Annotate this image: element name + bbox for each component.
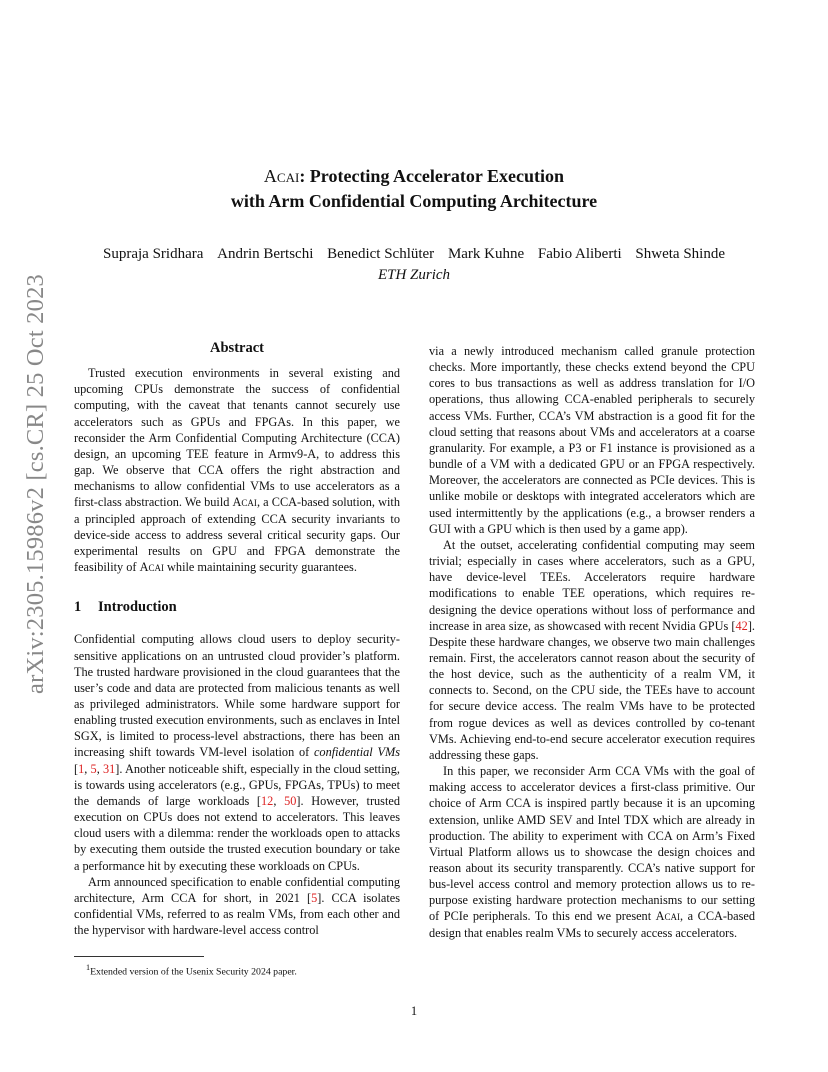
affiliation: ETH Zurich [377, 267, 451, 283]
author-names [0, 244, 828, 265]
citation-link[interactable]: 31 [102, 761, 116, 776]
citation-link[interactable]: 1 [78, 761, 85, 776]
page-number: 1 [410, 1004, 418, 1018]
intro-paragraph-4: In this paper, we reconsider Arm CCA VMs with the goal of making access to accelerator devices a first-class primitive. Our choice of Arm CCA is inspired partly because it is an upcoming extension, unlike AMD SEV and Intel TDX which are already in production. The ability to experiment with CCA on Arm’s Fixed Virtual Platform allows us to showcase the design choices and reason about its security transparently. CCA’s native support for bus-level access control and memory protection allows us to re-purpose existing hardware protection mechanisms to our setting of PCIe peripherals. To this end we present Acai, a CCA-based design that enables realm VMs to securely access accelerators. [429, 764, 755, 940]
intro-paragraph-1: Confidential computing allows cloud users to deploy security-sensitive applications on an untrusted cloud provider’s platform. The trusted hardware provisioned in the cloud guarantees that the user’s code and data are protected from malicious tenants as well as privileged administrators. While some hardware support for enabling trusted execution environments, such as enclaves in Intel SGX, is limited to process-level abstractions, there has been an increasing shift towards VM-level isolation of confidential VMs [1, 5, 31]. Another noticeable shift, especially in the cloud setting, is towards using accelerators (e.g., GPUs, FPGAs, TPUs) to meet the demands of large workloads [12, 50]. However, trusted execution on CPUs does not extend to accelerators. This leaves cloud users with a dilemma: render the workloads open to attacks by executing them outside the trusted execution boundary or take a performance hit by executing these workloads on CPUs. [74, 632, 401, 873]
footnote-text: $^1$Extended version of the Usenix Security 2024 paper. [86, 963, 297, 978]
title-line-1 [0, 164, 828, 189]
intro-paragraph-2: Arm announced specification to enable confidential computing architecture, Arm CCA for short, in 2021 [5]. CCA isolates confidential VMs, referred to as realm VMs, from each other and the hypervisor with hardware-level access control [74, 874, 400, 938]
left-column [74, 340, 400, 938]
intro-paragraph-3: At the outset, accelerating confidential computing may seem trivial; especially in cases where accelerators, such as a GPU, have device-level TEEs. Accelerators require hardware modifications to enable TEE operations, which requires re-designing the device operations without loss of performance and increase in area size, as showcased with recent Nvidia GPUs [42]. Despite these hardware changes, we observe two main challenges remain. First, the accelerators cannot reason about the security of the host device, such as the authenticity of a realm VM, it connects to. Second, on the CPU side, the TEEs have to account for secure device access. The realm VMs have to be protected from rogue devices as well as devices controlled by co-tenant VMs. Achieving end-to-end secure accelerator execution requires addressing these gaps. [429, 537, 755, 762]
abstract-heading: Abstract [210, 340, 264, 356]
title-line-2: with Arm Confidential Computing Architecture [230, 191, 598, 211]
right-column [429, 343, 755, 941]
citation-link[interactable]: 5 [90, 761, 97, 776]
intro-paragraph-2-continued: via a newly introduced mechanism called granule protection checks. More importantly, these checks extend beyond the CPU cores to bus transactions as well as address translation for I/O operations, thus allowing CCA-enabled peripherals to securely access VMs. Further, CCA’s VM abstraction is a good fit for the cloud setting that reasons about VMs and accelerators at a coarse granularity. For example, a P3 or F1 instance is provisioned as a bundle of a VM with a dedicated GPU or an FPGA respectively. Moreover, the accelerators are connected as PCIe devices. This is unlike mobile or desktops with integrated accelerators which are used intermittently by the applications (e.g., a browser renders a GUI with a GPU which is then used by a game app). [429, 344, 755, 536]
author-name: Andrin Bertschi [217, 246, 314, 262]
title-line-1-text: : Protecting Accelerator Execution [299, 166, 565, 186]
section-heading-introduction: 1 Introduction [74, 599, 177, 616]
paper-title [0, 164, 828, 214]
author-name: Supraja Sridhara [103, 246, 204, 262]
citation-link[interactable]: 50 [284, 793, 297, 808]
footnote-rule [74, 956, 204, 957]
author-name: Benedict Schlüter [327, 246, 435, 262]
author-name: Mark Kuhne [447, 246, 525, 262]
author-name: Shweta Shinde [635, 246, 725, 262]
author-name: Fabio Aliberti [537, 246, 622, 262]
citation-link[interactable]: 42 [735, 618, 748, 633]
arxiv-sidebar-stamp [0, 0, 64, 1072]
abstract-paragraph: Trusted execution environments in several existing and upcoming CPUs demonstrate the success of confidential computing, with the caveat that tenants cannot securely use accelerators such as GPUs and FPGAs. In this paper, we reconsider the Arm Confidential Computing Architecture (CCA) design, an upcoming TEE feature in Armv9-A, to address this gap. We observe that CCA offers the right abstraction and mechanisms to allow confidential VMs to use accelerators as a first-class abstraction. We build Acai, a CCA-based solution, with a principled approach of extending CCA security invariants to device-side access to address several critical security gaps. Our experimental results on GPU and FPGA demonstrate the feasibility of Acai while maintaining security guarantees. [74, 366, 400, 575]
footnote [74, 956, 400, 978]
citation-link[interactable]: 12 [261, 793, 274, 808]
citation-link[interactable]: 5 [311, 890, 318, 905]
author-block [0, 244, 828, 286]
arxiv-identifier: arXiv:2305.15986v2 [cs.CR] 25 Oct 2023 [22, 274, 49, 694]
title-acronym: Acai [263, 166, 300, 186]
